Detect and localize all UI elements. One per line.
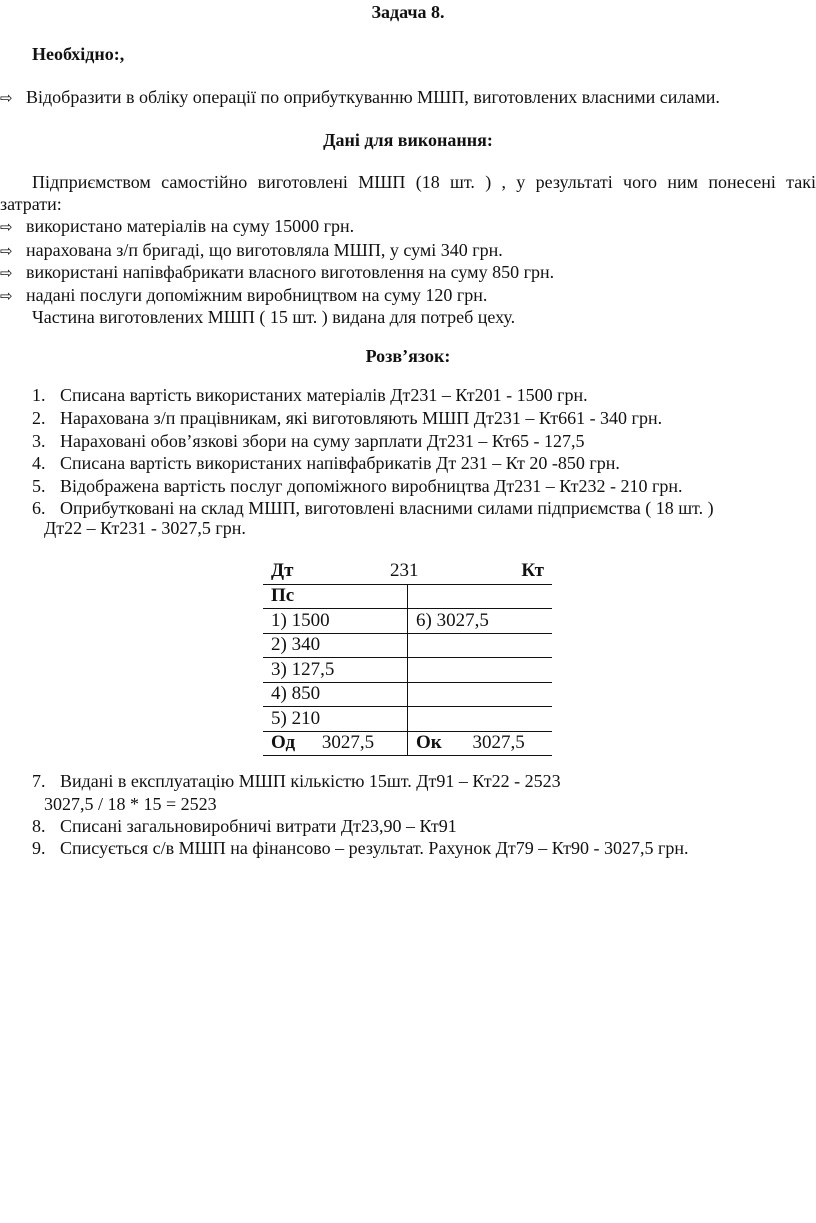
- t-account-credit-cell: [408, 682, 553, 707]
- credit-turnover-cell: [408, 731, 553, 756]
- required-item-text: Відобразити в обліку операції по оприбуткуванню МШП, виготовлених власними силами.: [26, 87, 720, 107]
- solution-step: [32, 498, 714, 519]
- step-text: Списується с/в МШП на фінансово – результат. Рахунок Дт79 – Кт90 - 3027,5 грн.: [60, 838, 689, 858]
- data-heading: Дані для виконання:: [323, 130, 493, 150]
- step-number: 2.: [32, 408, 46, 428]
- t-account-header: [263, 560, 552, 584]
- t-account-debit-cell: 1) 1500: [263, 609, 408, 634]
- t-account-credit-cell: [408, 707, 553, 732]
- task-title: Задача 8.: [371, 2, 445, 22]
- arrow-bullet-icon: ⇨: [0, 218, 13, 236]
- t-account-row: [263, 633, 552, 658]
- step-text: Списані загальновиробничі витрати Дт23,90 – Кт91: [60, 816, 457, 836]
- cost-item: [0, 262, 554, 283]
- solution-step: [32, 771, 561, 792]
- step-number: 7.: [32, 771, 46, 791]
- arrow-bullet-icon: ⇨: [0, 89, 13, 107]
- debit-turnover-value: 3027,5: [321, 732, 375, 754]
- step-text: Нарахована з/п працівникам, які виготовляють МШП Дт231 – Кт661 - 340 грн.: [60, 408, 663, 428]
- t-account-credit-cell: 6) 3027,5: [408, 609, 553, 634]
- t-account-row: [263, 682, 552, 707]
- opening-balance-label: Пс: [263, 584, 408, 609]
- step-text: Оприбутковані на склад МШП, виготовлені власними силами підприємства ( 18 шт. ): [60, 498, 714, 518]
- step6-continuation: Дт22 – Кт231 - 3027,5 грн.: [44, 518, 246, 538]
- step-text: Списана вартість використаних матеріалів Дт231 – Кт201 - 1500 грн.: [60, 385, 588, 405]
- arrow-bullet-icon: ⇨: [0, 264, 13, 282]
- t-account-debit-cell: 4) 850: [263, 682, 408, 707]
- account-number: 231: [390, 560, 419, 582]
- step7-calculation: 3027,5 / 18 * 15 = 2523: [44, 794, 217, 814]
- t-account-row: [263, 707, 552, 732]
- step-text: Відображена вартість послуг допоміжного виробництва Дт231 – Кт232 - 210 грн.: [60, 476, 683, 496]
- cost-item-text: використані напівфабрикати власного виготовлення на суму 850 грн.: [26, 262, 555, 282]
- required-item: [0, 87, 720, 108]
- arrow-bullet-icon: ⇨: [0, 242, 13, 260]
- solution-step: [32, 476, 683, 497]
- debit-turnover-label: Од: [271, 732, 296, 754]
- t-account-credit-cell: [408, 633, 553, 658]
- solution-step: [32, 838, 688, 859]
- t-account-credit-cell: [408, 584, 553, 609]
- intro-line-2: затрати:: [0, 194, 62, 214]
- cost-item: [0, 216, 354, 237]
- cost-item: [0, 240, 503, 261]
- cost-item-text: нарахована з/п бригаді, що виготовляла МШП, у сумі 340 грн.: [26, 240, 503, 260]
- solution-step: [32, 431, 585, 452]
- solution-step: [32, 453, 620, 474]
- step-number: 3.: [32, 431, 46, 451]
- t-account-turnover-row: [263, 731, 552, 756]
- intro-line-1: Підприємством самостійно виготовлені МШП (18 шт. ) , у результаті чого ним понесені такі: [32, 172, 816, 192]
- solution-step: [32, 816, 457, 837]
- step-number: 5.: [32, 476, 46, 496]
- cost-item-text: використано матеріалів на суму 15000 грн.: [26, 216, 355, 236]
- t-account-debit-cell: 3) 127,5: [263, 658, 408, 683]
- step-number: 9.: [32, 838, 46, 858]
- cost-item: [0, 285, 487, 306]
- step-number: 1.: [32, 385, 46, 405]
- step-text: Видані в експлуатацію МШП кількістю 15шт. Дт91 – Кт22 - 2523: [60, 771, 561, 791]
- step-number: 6.: [32, 498, 46, 518]
- step-number: 8.: [32, 816, 46, 836]
- solution-heading: Розв’язок:: [365, 346, 451, 366]
- t-account-row: [263, 609, 552, 634]
- t-account-231: [263, 560, 552, 756]
- t-account-row: [263, 658, 552, 683]
- step-text: Нараховані обов’язкові збори на суму зарплати Дт231 – Кт65 - 127,5: [60, 431, 585, 451]
- credit-turnover-value: 3027,5: [472, 732, 525, 754]
- debit-label: Дт: [271, 560, 294, 582]
- credit-turnover-label: Ок: [416, 732, 442, 754]
- solution-step: [32, 408, 662, 429]
- t-account-debit-cell: 5) 210: [263, 707, 408, 732]
- step-number: 4.: [32, 453, 46, 473]
- step-text: Списана вартість використаних напівфабрикатів Дт 231 – Кт 20 -850 грн.: [60, 453, 620, 473]
- required-heading: Необхідно:,: [32, 44, 125, 64]
- t-account-credit-cell: [408, 658, 553, 683]
- t-account-debit-cell: 2) 340: [263, 633, 408, 658]
- debit-turnover-cell: [263, 731, 408, 756]
- cost-item-text: надані послуги допоміжним виробництвом на суму 120 грн.: [26, 285, 488, 305]
- t-account-row: [263, 584, 552, 609]
- cost-note: Частина виготовлених МШП ( 15 шт. ) видана для потреб цеху.: [32, 307, 516, 327]
- credit-label: Кт: [521, 560, 544, 582]
- solution-step: [32, 385, 588, 406]
- arrow-bullet-icon: ⇨: [0, 287, 13, 305]
